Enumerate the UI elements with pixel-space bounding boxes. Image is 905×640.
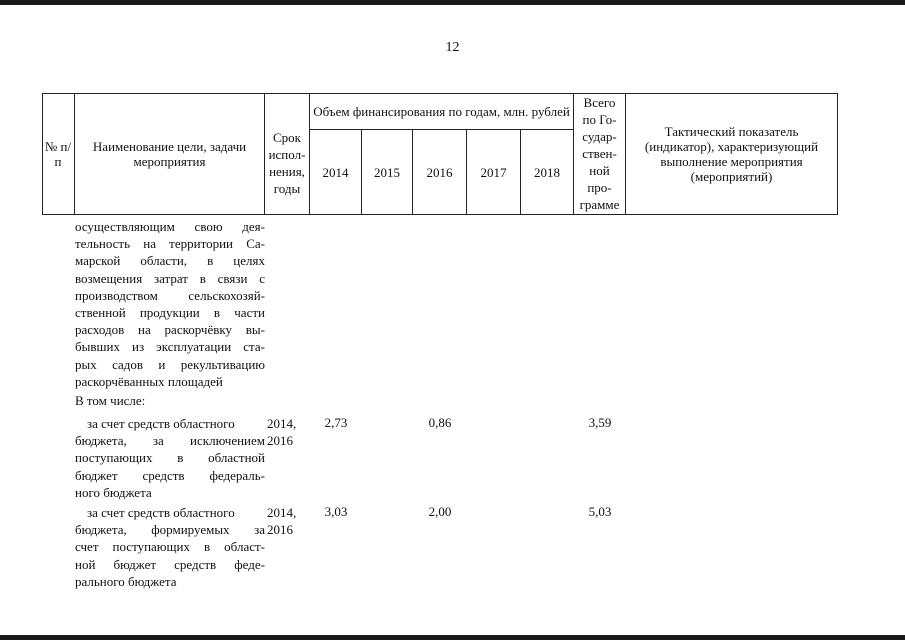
header-year-label: 2018 — [534, 164, 560, 180]
header-total-line: судар- — [582, 129, 617, 144]
text-line: счет поступающих в област- — [75, 539, 265, 555]
header-col-funding-label: Объем финансирования по годам, млн. рублей — [313, 103, 570, 119]
header-term-line: Срок — [273, 129, 301, 145]
row-1-value-2014: 2,73 — [324, 415, 348, 430]
row-1-total: 3,59 — [588, 415, 612, 430]
top-scan-border — [0, 0, 905, 5]
text-line: раскорчёванных площадей — [75, 373, 223, 389]
header-year-label: 2017 — [480, 164, 507, 180]
header-col-term — [265, 93, 310, 215]
text-line: осуществляющим свою дея- — [75, 219, 265, 234]
text-line: марской области, в целях — [75, 253, 265, 269]
header-year-label: 2016 — [426, 164, 453, 180]
term-line: 2016 — [267, 433, 293, 449]
header-col-name — [75, 93, 265, 215]
page-number: 12 — [445, 40, 460, 55]
header-col-funding — [310, 93, 574, 130]
text-line: за счет средств областного — [87, 505, 235, 520]
text-line: производством сельскохозяй- — [75, 287, 265, 303]
text-line: за счет средств областного — [87, 416, 235, 431]
header-term-line: годы — [273, 180, 301, 196]
term-line: 2014, — [267, 505, 297, 520]
row-1-value-2016: 0,86 — [428, 415, 452, 430]
text-line: бывших из эксплуатации ста- — [75, 339, 265, 355]
text-line: поступающих в областной — [75, 450, 265, 466]
row-2-value-2016: 2,00 — [428, 504, 452, 519]
text-line: рых садов и рекультивацию — [75, 356, 265, 372]
row-2-name — [75, 504, 265, 590]
text-line: бюджета, за исключением — [75, 433, 265, 449]
bottom-scan-border — [0, 635, 905, 640]
text-line: бюджета, формируемых за — [75, 522, 265, 538]
header-year-2018 — [521, 130, 574, 215]
header-col-num — [42, 93, 75, 215]
header-term-line: нения, — [269, 163, 305, 179]
header-total-line: Всего — [583, 95, 616, 110]
header-year-2015 — [362, 130, 413, 215]
text-line: ной бюджет средств феде- — [75, 556, 265, 572]
header-year-2014 — [310, 130, 362, 215]
header-year-label: 2015 — [374, 164, 400, 180]
text-line: бюджет средств федераль- — [75, 467, 265, 483]
including-label: В том числе: — [75, 393, 146, 408]
term-line: 2016 — [267, 522, 293, 538]
text-line: расходов на раскорчёвку вы- — [75, 322, 265, 338]
continuation-text — [75, 218, 265, 390]
row-1-name — [75, 415, 265, 501]
text-line: тельность на территории Са- — [75, 236, 265, 252]
text-line: рального бюджета — [75, 573, 177, 589]
header-year-2016 — [413, 130, 467, 215]
header-total-line: ной — [589, 163, 610, 178]
row-2-total: 5,03 — [588, 504, 612, 519]
header-total-line: грамме — [579, 197, 620, 212]
row-1-term — [267, 415, 296, 449]
header-total-line: ствен- — [582, 146, 617, 161]
header-col-indicator — [626, 93, 838, 215]
header-col-name-label: Наименование цели, задачи мероприятия — [92, 138, 247, 169]
header-total-line: про- — [587, 180, 612, 195]
header-col-total — [574, 93, 626, 215]
term-line: 2014, — [267, 416, 297, 431]
header-total-line: по Го- — [582, 112, 617, 127]
text-line: возмещения затрат в связи с — [75, 270, 265, 286]
header-term-line: испол- — [268, 146, 306, 162]
row-2-value-2014: 3,03 — [324, 504, 348, 519]
header-year-2017 — [467, 130, 521, 215]
header-col-num-label: № п/п — [44, 138, 72, 169]
row-2-term — [267, 504, 296, 538]
text-line: ственной продукции в части — [75, 305, 265, 321]
header-year-label: 2014 — [322, 164, 349, 180]
header-col-indicator-label: Тактический показатель (индикатор), характеризующий выполнение мероприятия (мероприятий) — [644, 123, 819, 184]
text-line: ного бюджета — [75, 484, 152, 500]
